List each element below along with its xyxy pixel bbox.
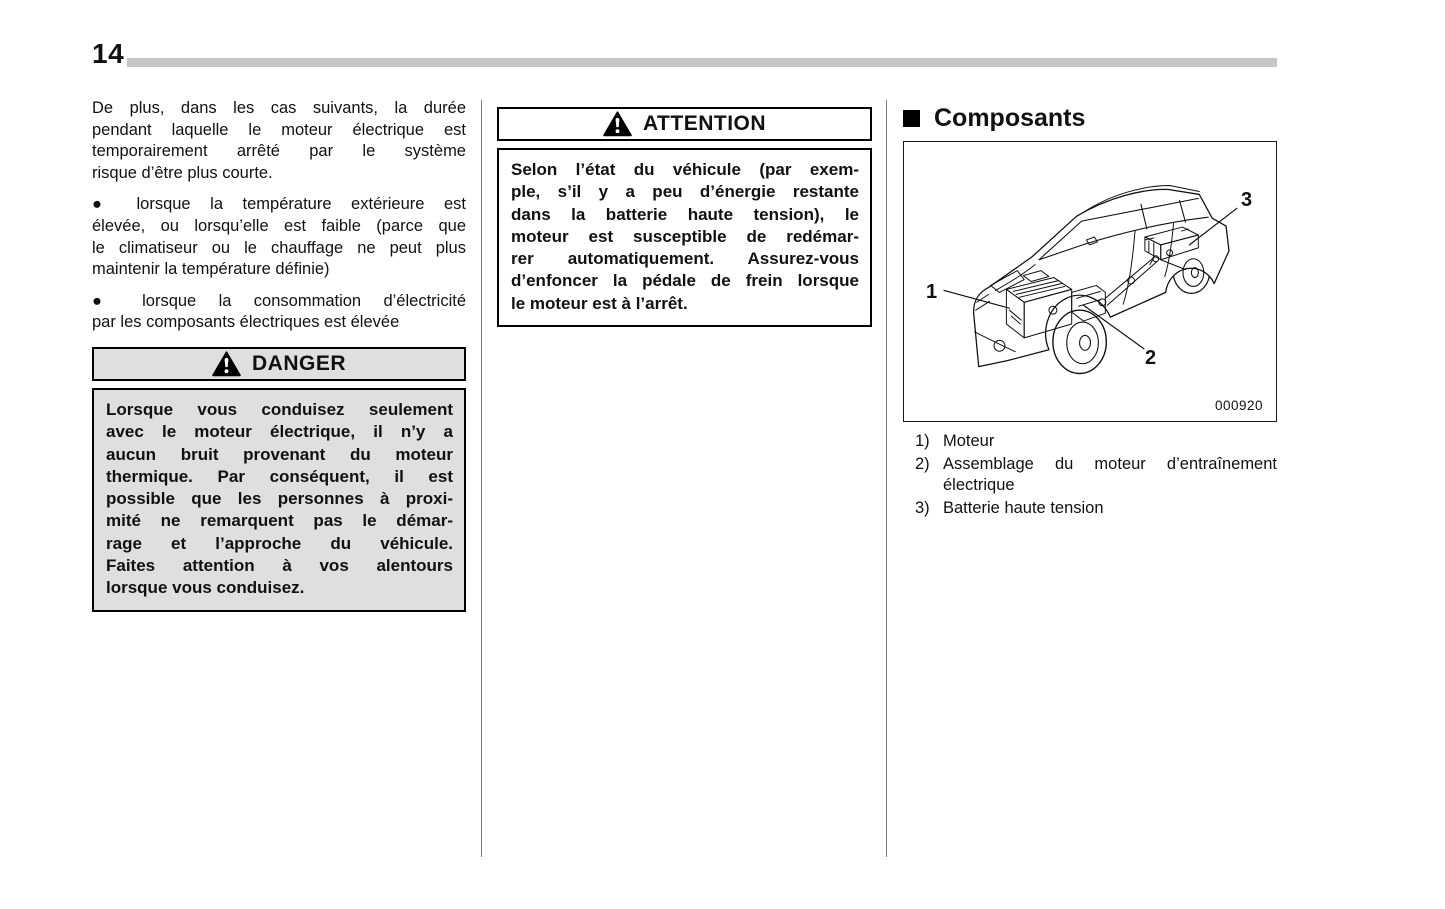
- attention-header: [497, 107, 872, 141]
- components-legend: [903, 431, 1277, 519]
- components-heading: [903, 104, 1277, 132]
- legend-item-drive-motor-assembly: [903, 454, 1277, 497]
- legend-item-high-voltage-battery: [903, 498, 1277, 520]
- column-divider-right: [886, 100, 887, 857]
- legend-item-motor: [903, 431, 1277, 453]
- page-number: 14: [92, 38, 125, 69]
- warning-triangle-icon: [212, 351, 241, 377]
- danger-body: Lorsque vous conduisez seulement avec le moteur électrique, il n’y a aucun bruit provenant du moteur thermique. Par conséquent, il est possible que les personnes à proxi- mité ne remarquent pas le démar- rage et l’approche du véhicule. Faites attention à vos alentours lorsque vous conduisez.: [92, 388, 466, 612]
- callout-2: 2: [1145, 347, 1157, 369]
- attention-box: [497, 107, 872, 327]
- section-square-icon: [903, 110, 920, 127]
- legend-number: 1): [915, 432, 930, 450]
- car-cutaway-illustration: [904, 142, 1275, 420]
- legend-label: Assemblage du moteur d’entraînement électrique: [943, 454, 1277, 494]
- header-rule-bar: [127, 58, 1277, 67]
- components-heading-label: Composants: [934, 103, 1086, 132]
- bullet-item-temperature: ● lorsque la température extérieure est élevée, ou lorsqu’elle est faible (parce que le climatiseur ou le chauffage ne peut plus maintenir la température définie): [92, 195, 466, 279]
- danger-title: DANGER: [251, 352, 346, 376]
- figure-code: 000920: [1214, 398, 1263, 413]
- callout-1: 1: [926, 281, 938, 303]
- warning-triangle-icon: [603, 111, 632, 137]
- legend-number: 3): [915, 498, 930, 517]
- components-figure: [903, 141, 1277, 422]
- legend-label: Batterie haute tension: [943, 498, 1104, 517]
- right-column: [903, 104, 1277, 520]
- left-column: [92, 98, 466, 612]
- attention-body: Selon l’état du véhicule (par exem- ple, s’il y a peu d’énergie restante dans la batterie haute tension), le moteur est susceptible de redémar- rer automatiquement. Assurez-vous d’enfoncer la pédale de frein lorsque le moteur est à l’arrêt.: [497, 148, 872, 327]
- callout-3: 3: [1241, 189, 1253, 211]
- bullet-item-consumption: ● lorsque la consommation d’électricité par les composants électriques est élevée: [92, 291, 466, 332]
- legend-number: 2): [915, 454, 930, 473]
- column-divider-left: [481, 100, 482, 857]
- intro-paragraph: De plus, dans les cas suivants, la durée pendant laquelle le moteur électrique est temporairement arrêté par le système risque d’être plus courte.: [92, 99, 466, 182]
- legend-label: Moteur: [943, 432, 995, 450]
- danger-header: [92, 347, 466, 381]
- attention-title: ATTENTION: [642, 112, 767, 135]
- middle-column: [497, 107, 872, 327]
- danger-box: [92, 347, 466, 612]
